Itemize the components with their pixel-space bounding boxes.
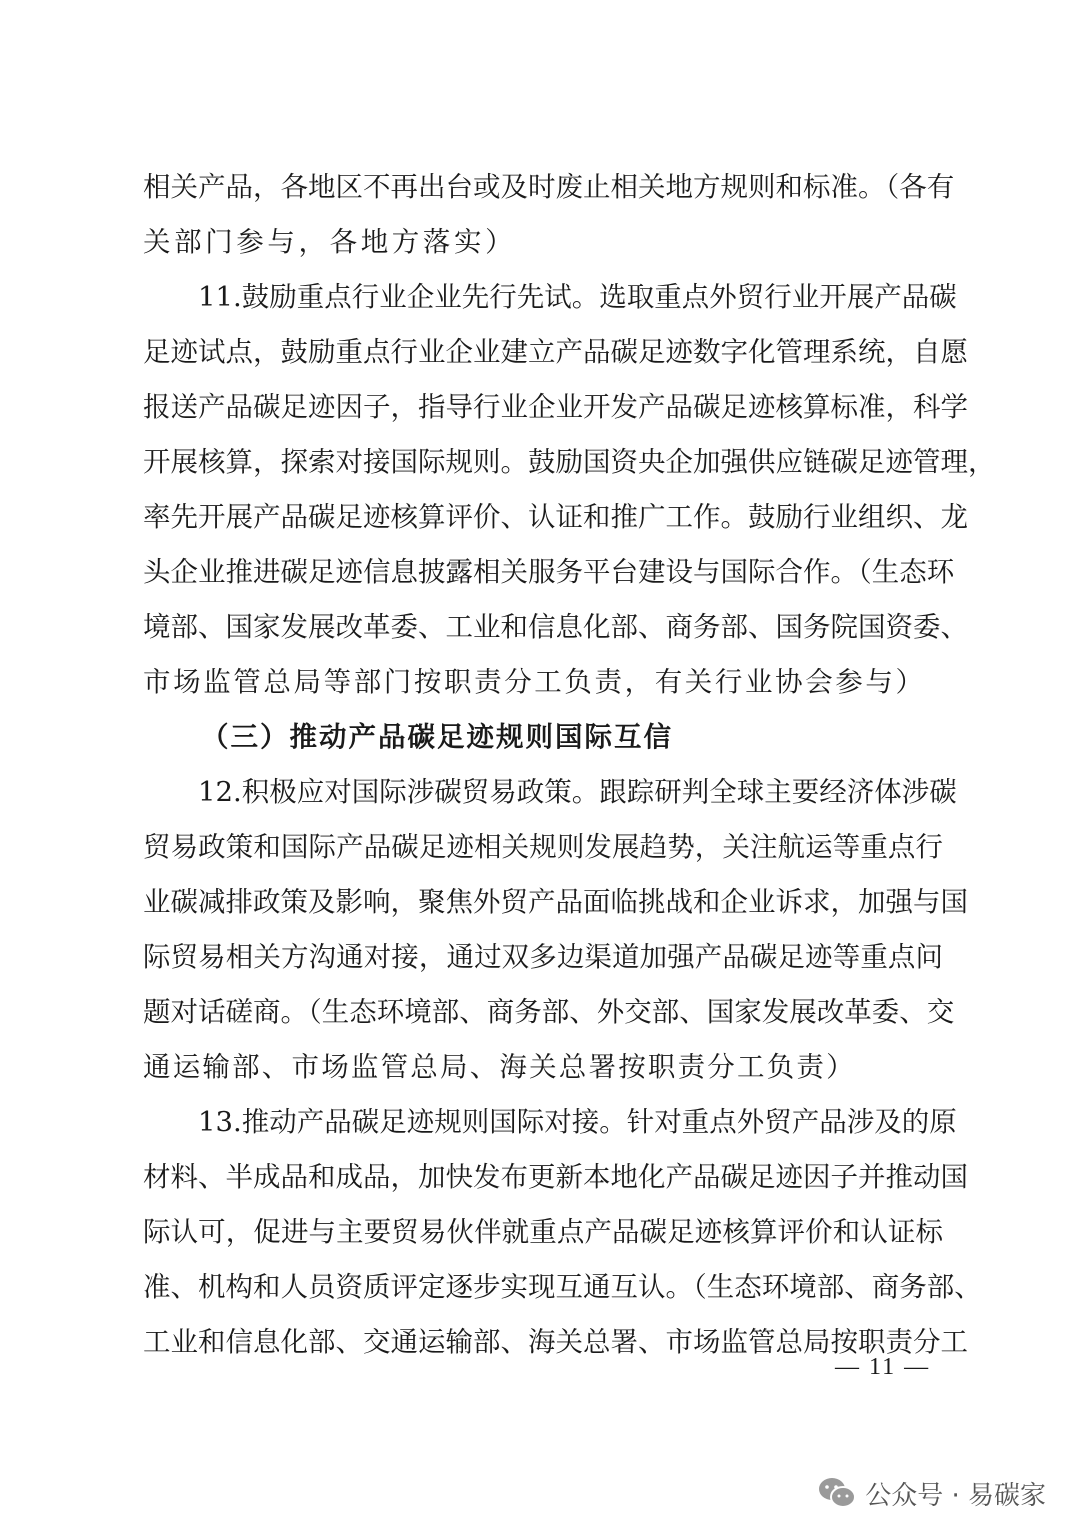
- body-text-line: 准、机构和人员资质评定逐步实现互通互认。（生态环境部、商务部、: [143, 1271, 982, 1303]
- body-text-line: 报送产品碳足迹因子，指导行业企业开发产品碳足迹核算标准，科学: [143, 391, 968, 423]
- body-text-line: 率先开展产品碳足迹核算评价、认证和推广工作。鼓励行业组织、龙: [143, 501, 968, 533]
- body-text-line: 相关产品，各地区不再出台或及时废止相关地方规则和标准。（各有: [143, 171, 955, 203]
- page-number: — 11 —: [835, 1354, 931, 1380]
- clause-11-title-line: 11.鼓励重点行业企业先行先试。选取重点外贸行业开展产品碳: [198, 281, 957, 313]
- watermark-text: 公众号 · 易碳家: [865, 1480, 1046, 1511]
- body-text-line: 头企业推进碳足迹信息披露相关服务平台建设与国际合作。（生态环: [143, 556, 955, 588]
- body-text-line: 业碳减排政策及影响，聚焦外贸产品面临挑战和企业诉求，加强与国: [143, 886, 968, 918]
- body-text-line: 开展核算，探索对接国际规则。鼓励国资央企加强供应链碳足迹管理，: [143, 446, 996, 478]
- body-text-line: 关部门参与，各地方落实）: [143, 226, 517, 258]
- body-text-line: 工业和信息化部、交通运输部、海关总署、市场监管总局按职责分工: [143, 1326, 968, 1358]
- body-text-line: 际认可，促进与主要贸易伙伴就重点产品碳足迹核算评价和认证标: [143, 1216, 943, 1248]
- body-text-line: 通运输部、市场监管总局、海关总署按职责分工负责）: [143, 1051, 856, 1083]
- body-text-line: 材料、半成品和成品，加快发布更新本地化产品碳足迹因子并推动国: [143, 1161, 968, 1193]
- clause-12-title-line: 12.积极应对国际涉碳贸易政策。跟踪研判全球主要经济体涉碳: [198, 776, 957, 808]
- wechat-icon: [817, 1476, 857, 1510]
- section-heading: （三）推动产品碳足迹规则国际互信: [201, 721, 673, 753]
- watermark: [817, 1470, 1046, 1516]
- body-text-line: 足迹试点，鼓励重点行业企业建立产品碳足迹数字化管理系统，自愿: [143, 336, 968, 368]
- body-text-line: 市场监管总局等部门按职责分工负责，有关行业协会参与）: [143, 666, 926, 698]
- clause-13-title-line: 13.推动产品碳足迹规则国际对接。针对重点外贸产品涉及的原: [198, 1106, 957, 1138]
- body-text-line: 际贸易相关方沟通对接，通过双多边渠道加强产品碳足迹等重点问: [143, 941, 943, 973]
- body-text-line: 境部、国家发展改革委、工业和信息化部、商务部、国务院国资委、: [143, 611, 968, 643]
- body-text-line: 题对话磋商。（生态环境部、商务部、外交部、国家发展改革委、交: [143, 996, 955, 1028]
- body-text-line: 贸易政策和国际产品碳足迹相关规则发展趋势，关注航运等重点行: [143, 831, 943, 863]
